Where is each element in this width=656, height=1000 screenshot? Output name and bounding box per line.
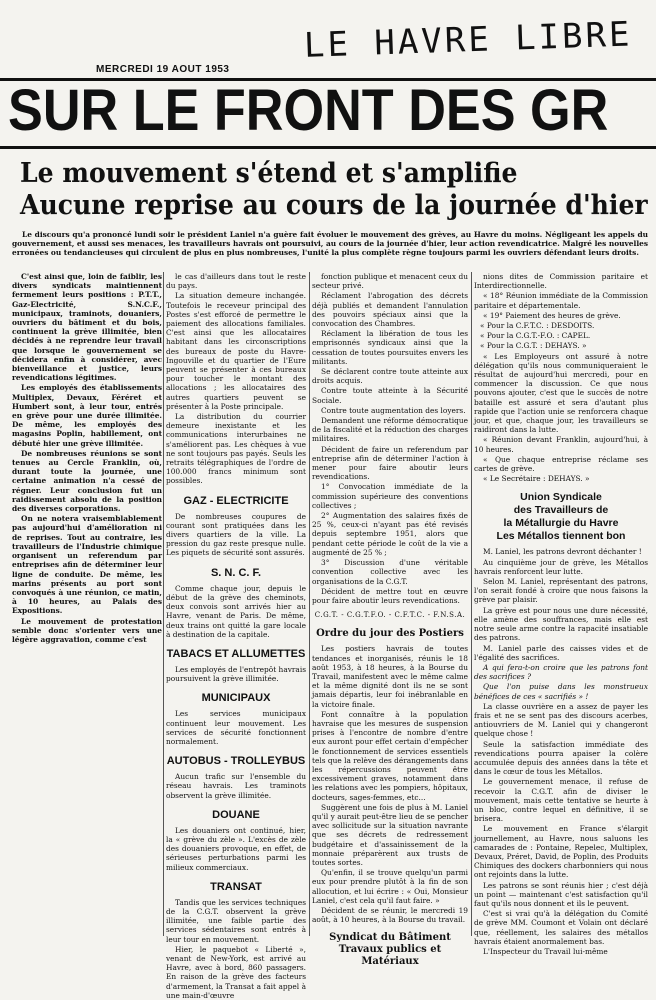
newspaper-title-handwritten: LE HAVRE LIBRE [303, 14, 634, 66]
paragraph: La grève est pour nous une dure nécessité, elle amène des souffrances, mais elle est notre seule arme contre la rapacité insatiable des patrons. [474, 605, 648, 643]
section-heading-douane: DOUANE [212, 808, 260, 821]
paragraph: 2° Augmentation des salaires fixés de 25 %, ceux-ci n'ayant pas été revisés depuis septembre 1951, alors que pendant cette période le coût de la vie a augmenté de 25 % ; [312, 511, 468, 557]
lead-paragraph [12, 230, 648, 258]
paragraph: Décident de mettre tout en œuvre pour faire aboutir leurs revendications. [312, 586, 468, 605]
paragraph: Les postiers havrais de toutes tendances et inorganisés, réunis le 18 août 1953, à 18 heures, à la Bourse du Travail, manifestent avec le même calme et la même dignité dont ils ne se sont jamais départis, leur foi inébranlable en la victoire finale. [312, 644, 468, 709]
paragraph: Les services municipaux continuent leur mouvement. Les services de sécurité fonctionnent normalement. [166, 709, 306, 746]
column-1 [12, 272, 162, 936]
paragraph: Demandent une réforme démocratique de la fiscalité et la réduction des charges militaires. [312, 416, 468, 444]
paragraph: Au cinquième jour de grève, les Métallos havrais renforcent leur lutte. [474, 557, 648, 576]
paragraph: Aucun trafic sur l'ensemble du réseau havrais. Les traminots observent la grève illimitée. [166, 772, 306, 800]
paragraph: Contre toute atteinte à la Sécurité Sociale. [312, 386, 468, 405]
paragraph: Comme chaque jour, depuis le début de la grève des cheminots, deux convois sont arrivés hier au Havre, venant de Paris. De même, deux trains ont quitté la gare locale à destination de la capitale. [166, 583, 306, 639]
paragraph: Tandis que les services techniques de la C.G.T. observent la grève illimitée, une faible partie des services sédentaires sont entrés à leur tour en mouvement. [166, 897, 306, 944]
paragraph: Réclament la libération de tous les emprisonnés syndicaux ainsi que la cessation de toutes poursuites envers les militants. [312, 329, 468, 366]
paragraph: Qu'enfin, il se trouve quelqu'un parmi eux pour prendre plutôt à la fin de son allocution, et lui écrire : « Oui, Monsieur Laniel, c'est cela qu'il faut faire. » [312, 868, 468, 905]
paragraph: Hier, le paquebot « Liberté », venant de New-York, est arrivé au Havre, avec à bord, 860 passagers. En raison de la grève des facteurs d'armement, la Transat a fait appel à une main-d'œuvre [166, 944, 306, 1000]
paragraph: La distribution du courrier demeure inexistante et les communications interurbaines ne s'améliorent pas. Les chèques à vue ne sont toujours pas payés. Seuls les retraits télégraphiques de l'ordre de 100.000 francs minimum sont possibles. [166, 412, 306, 486]
paragraph: Les employés des établissements Multiplex, Devaux, Féréret et Humbert sont, à leur tour, entrés en grève pour une durée illimitée. De même, les employés des magasins Poplin, habillement, ont débuté hier une grève illimitée. [12, 383, 162, 448]
section-heading-batiment: Syndicat du Bâtiment Travaux publics et Matériaux [329, 932, 451, 968]
paragraph: Contre toute augmentation des loyers. [321, 405, 466, 415]
paragraph: « Réunion devant Franklin, aujourd'hui, à 10 heures. [474, 435, 648, 454]
paragraph: Selon M. Laniel, représentant des patrons, l'on serait fondé à croire que nous faisons la grève par plaisir. [474, 577, 648, 605]
paragraph: Décident de se réunir, le mercredi 19 août, à 10 heures, à la Bourse du travail. [312, 906, 468, 925]
union-title-line1: Union Syndicale [520, 491, 602, 504]
paragraph: Suggèrent une fois de plus à M. Laniel qu'il y aurait peut-être lieu de se pencher avec sollicitude sur la situation navrante que ses décrets de redressement budgétaire et d'assainissement de la monnaie préparèrent aux trusts de toutes sortes. [312, 802, 468, 867]
paragraph: Les douaniers ont continué, hier, la « grève du zèle ». L'excès de zèle des douaniers provoque, en effet, de sérieuses perturbations parmi les milieux commerciaux. [166, 825, 306, 872]
paragraph: « Les Employeurs ont assuré à notre délégation qu'ils nous communiqueraient le résultat de aujourd'hui mercredi, pour en commencer la discussion. Ce que nous pouvons ajouter, c'est que le succès de notre bataille est assuré et sera d'autant plus rapide que l'action unie se renforcera chaque jour, et que, chaque jour, les travailleurs se raidiront dans la lutte. [474, 351, 648, 435]
union-title-line3: la Métallurgie du Havre [503, 517, 619, 530]
paragraph: De nombreuses coupures de courant sont pratiquées dans les divers quartiers de la ville. La pression du gaz reste presque nulle. Les piquets de sécurité sont assurés. [166, 511, 306, 558]
section-heading-transat: TRANSAT [210, 880, 262, 893]
paragraph: Se déclarent contre toute atteinte aux droits acquis. [312, 367, 468, 386]
paragraph: Le mouvement en France s'élargit journellement, au Havre, nous saluons les camarades de : Pontaine, Repelec, Multiplex, Devaux, Préret, David, de Poplin, des Produits Chimiques des dockers charbonniers qui nous ont rejoints dans la lutte. [474, 824, 648, 880]
paragraph: La situation demeure inchangée. Toutefois le receveur principal des Postes s'est efforcé de permettre le paiement des allocations familiales. C'est ainsi que les allocataires habitant dans les circonscriptions des bureaux de poste du Havre-Ingouville et du quartier de l'Eure peuvent se présenter à ces bureaux pour toucher le montant des allocations ; les allocataires des autres quartiers peuvent se présenter à la Poste principale. [166, 291, 306, 411]
union-title-line2: des Travailleurs de [513, 504, 609, 517]
section-heading-sncf: S. N. C. F. [210, 566, 262, 579]
column-2 [166, 272, 306, 1000]
headline-line2: Aucune reprise au cours de la journée d'hier [20, 190, 648, 221]
paragraph: De nombreuses réunions se sont tenues au Cercle Franklin, où, durant toute la journée, une certaine animation n'a cessé de régner. Leur conclusion fut un raidissement absolu de la position des diverses corporations. [12, 448, 162, 514]
paragraph: nions dites de Commission paritaire et Interdirectionnelle. [474, 272, 648, 291]
paragraph: A qui fera-t-on croire que les patrons font des sacrifices ? [474, 662, 648, 682]
paragraph: fonction publique et menacent ceux du secteur privé. [312, 272, 468, 291]
union-subtitle: Les Métallos tiennent bon [496, 530, 626, 543]
section-heading-postiers: Ordre du jour des Postiers [316, 628, 464, 640]
paragraph: M. Laniel parle des caisses vides et de l'égalité des sacrifices. [474, 643, 648, 662]
column-separator [309, 272, 310, 936]
banner-rule-bottom [0, 146, 656, 149]
dateline: MERCREDI 19 AOUT 1953 [96, 64, 230, 75]
paragraph: Réclament l'abrogation des décrets déjà publiés et demandent l'annulation des pouvoirs spéciaux ainsi que la convocation des Chambres. [312, 291, 468, 329]
column-3 [312, 272, 468, 968]
paragraph: Que l'on puise dans les monstrueux bénéfices de ces « sacrifiés » ! [474, 682, 648, 701]
paragraph: « 18° Réunion immédiate de la Commission paritaire et départementale. [474, 291, 648, 310]
paragraph: M. Laniel, les patrons devront déchanter ! [483, 547, 642, 557]
paragraph: L'Inspecteur du Travail lui-même [483, 947, 608, 956]
paragraph: Les patrons se sont réunis hier ; c'est déjà un point — maintenant c'est satisfaction qu'il faut qu'ils nous donnent et ils le peuvent. [474, 880, 648, 908]
paragraph: Font connaître à la population havraise que les mesures de suspension prises à l'encontre de nombre d'entre eux auront pour effet certain d'empêcher le fonctionnement de services essentiels tels que la relève des dérangements dans les répercussions peuvent être excessivement graves, notamment dans les relations avec les pompiers, hôpitaux, docteurs, sages-femmes, etc... [312, 709, 468, 802]
paragraph: « Pour la C.F.T.C. : DESDOITS. [480, 321, 595, 331]
union-heading [474, 491, 648, 543]
paragraph: « Le Secrétaire : DEHAYS. » [483, 474, 590, 484]
paragraph: On ne notera vraisemblablement pas aujourd'hui d'amélioration ni de reprises. Tout au contraire, les travailleurs de l'Industrie chimique organisent un referendum par entreprises afin de déterminer leur ligne de conduite. De même, les marins présents au port sont convoqués à une réunion, ce matin, à 10 heures, au Palais des Expositions. [12, 514, 162, 616]
signatories: C.G.T. - C.G.T.F.O. - C.F.T.C. - F.N.S.A. [314, 611, 466, 620]
paragraph: 1° Convocation immédiate de la commission supérieure des conventions collectives ; [312, 482, 468, 510]
paragraph: La classe ouvrière en a assez de payer les frais et ne se sent pas des discours acerbes, antiouvriers de M. Laniel qui y changeront quelque chose ! [474, 701, 648, 739]
paragraph: le cas d'ailleurs dans tout le reste du pays. [166, 272, 306, 291]
paragraph: Le gouvernement menace, il refuse de recevoir la C.G.T. afin de diviser le mouvement, mais cette tentative se heurte à un bloc, contre lequel en définitive, il se brisera. [474, 777, 648, 824]
banner-headline: SUR LE FRONT DES GR [8, 78, 609, 143]
paragraph: Les employés de l'entrepôt havrais poursuivent la grève illimitée. [166, 664, 306, 684]
paragraph: Décident de faire un referendum par entreprise afin de déterminer l'action à mener pour faire aboutir leurs revendications. [312, 444, 468, 482]
paragraph: Le mouvement de protestation semble donc s'orienter vers une légère aggravation, comme c'est [12, 616, 162, 644]
paragraph: C'est si vrai qu'à la délégation du Comité de grève MM. Coumont et Volain ont déclaré que, réellement, les salaires des métallos havrais étaient anormalement bas. [474, 909, 648, 946]
paragraph: 3° Discussion d'une véritable convention collective avec les organisations de la C.G.T. [312, 558, 468, 586]
paragraph: « Que chaque entreprise réclame ses cartes de grève. [474, 454, 648, 474]
paragraph: C'est ainsi que, loin de faiblir, les divers syndicats maintiennent fermement leurs positions : P.T.T., Gaz-Electricité, S.N.C.F., municipaux, traminots, douaniers, ouvriers du bâtiment et du bois, continuent la grève illimitée, bien décidés à ne reprendre leur travail que lorsque le gouvernement se décidera enfin à considérer, avec bienveillance et justice, leurs revendications légitimes. [12, 272, 162, 383]
section-heading-municipaux: MUNICIPAUX [201, 692, 271, 705]
section-heading-tabacs: TABACS ET ALLUMETTES [166, 647, 306, 660]
section-heading-gaz: GAZ - ELECTRICITE [183, 494, 289, 507]
headline-line1: Le mouvement s'étend et s'amplifie [20, 158, 518, 189]
lead-text: Le discours qu'a prononcé lundi soir le président Laniel n'a guère fait évoluer le mouvement des grèves, au Havre du moins. Négligeant les appels du gouvernement, et aussi ses menaces, les travailleurs havrais ont poursuivi, au cours de la journée d'hier, leur action revendicatrice. Malgré les nouvelles erronées ou tendancieuses qui circulent de plus en plus nombreuses, l'unité la plus complète règne toujours parmi les ouvriers défendant leurs droits. [12, 230, 648, 258]
paragraph: Seule la satisfaction immédiate des revendications pourra apaiser la colère accumulée depuis des années dans la tête et dans le cœur de tous les Métallos. [474, 739, 648, 777]
section-heading-autobus: AUTOBUS - TROLLEYBUS [166, 755, 306, 768]
column-4 [474, 272, 648, 956]
column-separator [471, 272, 472, 936]
paragraph: « Pour la C.G.T.-F.O. : CAPEL. [480, 331, 591, 341]
column-separator [163, 272, 164, 936]
paragraph: « 19° Paiement des heures de grève. [483, 310, 621, 320]
paragraph: « Pour la C.G.T. : DEHAYS. » [480, 341, 587, 351]
